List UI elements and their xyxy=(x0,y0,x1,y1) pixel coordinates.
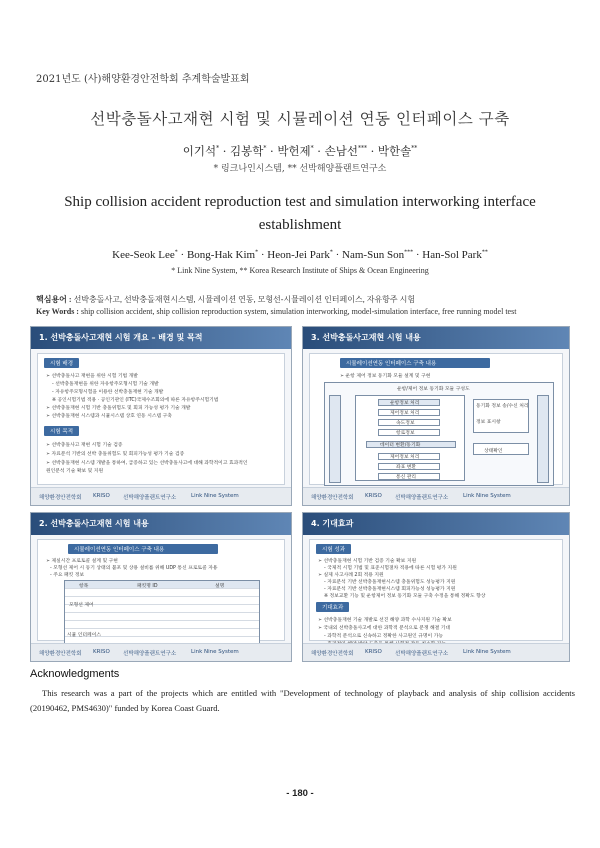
logo-text: 해양환경안전학회 xyxy=(39,495,82,501)
text-line: - 자료분석 기반 선박충돌재현시스템 회피가능성 성능평가 지원 xyxy=(324,587,456,592)
panel-footer xyxy=(303,487,569,505)
panel-header: 2. 선박충돌사고재현 시험 내용 xyxy=(31,513,291,535)
text-line: ➢ 실제 사고사례 2회 적용 지원 xyxy=(318,573,384,578)
text-line: ➢ 선박충돌재현 시스템 개발을 통하여, 급증하고 있는 선박충돌사고에 대해 과학적이고 효과적인 xyxy=(46,461,248,466)
diagram-label: 정보 표시창 xyxy=(476,420,501,425)
text-line: ※ 공인시험기법 적용 · 공인기관인 (ITC)국제수조회의에 따른 자유항주시험기법 xyxy=(52,398,219,403)
page-number: - 180 - xyxy=(286,788,314,799)
logo-text: 선박해양플랜트연구소 xyxy=(123,495,177,501)
text-line: ➢ 자료분석 기반의 선박 충돌위험도 및 회피가능성 평가 기술 검증 xyxy=(46,452,185,457)
text-line: ➢ 제실시간 프로토콜 설계 및 구현 xyxy=(46,559,118,564)
table-row xyxy=(65,605,259,613)
logo-text: KRISO xyxy=(93,493,110,499)
logo-text: 해양환경안전학회 xyxy=(39,651,82,657)
keywords-korean: 핵심용어 : 선박충돌사고, 선박충돌재현시스템, 시뮬레이션 연동, 모형선-시뮬레이션 인터페이스, 자유항주 시험 xyxy=(36,295,416,304)
table-row xyxy=(65,589,259,597)
poster-panel-background xyxy=(302,512,570,662)
title-english: Ship collision accident reproduction test and simulation interworking interface establishment xyxy=(64,194,536,233)
text-line: ➢ 국내외 선박충돌사고에 대한 과학적 분석으로 분쟁 해결 기대 xyxy=(318,626,451,631)
affiliation-korean: * 링크나인시스템, ** 선박해양플랜트연구소 xyxy=(213,164,387,174)
logo-text: Link Nine System xyxy=(191,493,239,499)
diagram-label: 운항정보 처리 xyxy=(390,401,420,406)
text-line: - 국제적 시험 기법 및 표준시험절차 적용에 따른 시험 평가 지원 xyxy=(324,566,457,571)
diagram-side-group xyxy=(473,443,529,455)
section-tag: 시험 성과 xyxy=(316,544,351,554)
logo-text: 선박해양플랜트연구소 xyxy=(123,651,177,657)
section-tag: 시험 배경 xyxy=(44,358,79,368)
diagram-label: 좌표 변환 xyxy=(396,465,417,470)
text-line: ※ 정보교환 기능 및 운항제어 정보 동기화 모듈 구축 수정을 통해 정확도 향상 xyxy=(324,594,486,599)
panel-footer xyxy=(31,487,291,505)
panel-header: 3. 선박충돌사고재현 시험 내용 xyxy=(303,327,569,349)
diagram-label: 통신 관리 xyxy=(396,475,417,480)
conference-header: 2021년도 (사)해양환경안전학회 추계학술발표회 xyxy=(36,74,250,85)
diagram-label: 상태확인 xyxy=(484,449,503,454)
text-line: - 자유항주모형시험을 이용한 선박충돌재현 기술 개발 xyxy=(52,390,164,395)
panel-body xyxy=(309,353,563,485)
title-korean: 선박충돌사고재현 시험 및 시뮬레이션 연동 인터페이스 구축 xyxy=(90,110,510,128)
logo-text: Link Nine System xyxy=(463,649,511,655)
diagram-center-group xyxy=(355,395,465,481)
diagram-right-column xyxy=(537,395,549,483)
text-line: - 모형선 제어 시 동기 상태의 불포 및 상용 설비를 위해 UDP 통신 프로토콜 자용 xyxy=(50,566,218,571)
panel-body xyxy=(37,539,285,641)
diagram-left-column xyxy=(329,395,341,483)
logo-text: KRISO xyxy=(365,649,382,655)
diagram-title: 운항/제어 정보 동기화 모듈 구성도 xyxy=(397,387,470,392)
diagram-label: 제어정보 처리 xyxy=(390,455,420,460)
diagram-side-group xyxy=(473,399,529,433)
section-tag: 시뮬레이션연동 인터페이스 구축 내용 xyxy=(340,358,490,368)
acknowledgments-heading: Acknowledgments xyxy=(30,668,120,680)
diagram-frame xyxy=(324,382,554,486)
table-header-cell: 패킷명 ID xyxy=(137,584,158,589)
panel-footer xyxy=(31,643,291,661)
diagram-label: 데이터 변환/동기화 xyxy=(380,443,421,448)
keywords-english: Key Words : ship collision accident, ship collision reproduction system, simulation interworking, model-simulation interface, free running model test xyxy=(36,307,517,316)
table-row xyxy=(65,613,259,621)
text-line: - 과학적 분석으로 신속하고 정확한 사고원인 규명이 가능 xyxy=(324,634,443,639)
panel-body xyxy=(309,539,563,641)
logo-text: 선박해양플랜트연구소 xyxy=(395,651,449,657)
panel-header: 1. 선박충돌사고재현 시험 개요 – 배경 및 목적 xyxy=(31,327,291,349)
table-header-row xyxy=(65,581,259,589)
acknowledgments-text: This research was a part of the projects which are entitled with "Development of technology of playback and analysis of ship collision accidents (20190462, PMS4630)" funded by Korea Coast Guard. xyxy=(30,688,575,713)
poster-panel-background xyxy=(302,326,570,506)
text-line: ➢ 선박충돌사고 재현을 위한 시험 기법 개발 xyxy=(46,374,138,379)
poster-panel-background xyxy=(30,326,292,506)
text-line: ➢ 선박충돌재현 기술 개발로 선진 해양 과학 수사지원 기술 확보 xyxy=(318,618,452,623)
logo-text: KRISO xyxy=(365,493,382,499)
panel-footer xyxy=(303,643,569,661)
packet-table xyxy=(64,580,260,644)
diagram-label: 제어정보 처리 xyxy=(390,411,420,416)
logo-text: 해양환경안전학회 xyxy=(311,495,354,501)
text-line: - 선박충돌재현을 위한 자유항주모형시험 기술 개발 xyxy=(52,382,159,387)
affiliation-english: * Link Nine System, ** Korea Research Institute of Ships & Ocean Engineering xyxy=(171,266,429,275)
diagram-label: 항로정보 xyxy=(396,431,415,436)
table-row xyxy=(65,621,259,629)
text-line: ➢ 선박충돌재현 시스템과 시뮬시스템 상호 연동 시스템 구축 xyxy=(46,414,172,419)
text-line: - 자료분석 기반 선박충돌재현시스템 충돌위험도 성능평가 지원 xyxy=(324,580,456,585)
section-tag: 시험 목적 xyxy=(44,426,79,436)
text-line: ➢ 운항 제어 정보 동기화 모듈 설계 및 구현 xyxy=(340,374,431,379)
diagram-label: 동기화 정보 송/수신 처리 xyxy=(476,404,529,409)
section-tag: 시뮬레이션연동 인터페이스 구축 내용 xyxy=(68,544,218,554)
logo-text: Link Nine System xyxy=(463,493,511,499)
section-tag: 기대효과 xyxy=(316,602,349,612)
table-header-cell: 항목 xyxy=(79,584,89,589)
poster-panel-background xyxy=(30,512,292,662)
panel-header: 4. 기대효과 xyxy=(303,513,569,535)
text-line: ➢ 선박충돌사고 재현 시험 기술 검증 xyxy=(46,443,123,448)
text-line: 원인분석 기술 확보 및 지원 xyxy=(46,469,104,474)
logo-text: 해양환경안전학회 xyxy=(311,651,354,657)
text-line: ➢ 선박충돌재현 시험 기반 검증 기술 확보 지원 xyxy=(318,559,417,564)
logo-text: 선박해양플랜트연구소 xyxy=(395,495,449,501)
authors-korean: 이기석* · 김봉학* · 박헌제* · 손남선*** · 박한솔** xyxy=(182,144,418,158)
text-line: ➢ 선박충돌재현 시험 기반 충돌위험도 및 회피 가능성 평가 기술 개발 xyxy=(46,406,191,411)
table-header-cell: 설명 xyxy=(215,584,225,589)
table-group-label: 시뮬 인터페이스 xyxy=(67,633,101,638)
panel-body xyxy=(37,353,285,485)
text-line: - 주요 패킷 정보 xyxy=(50,573,85,578)
logo-text: KRISO xyxy=(93,649,110,655)
table-row xyxy=(65,597,259,605)
diagram-label: 속도정보 xyxy=(396,421,415,426)
logo-text: Link Nine System xyxy=(191,649,239,655)
authors-english: Kee-Seok Lee* · Bong-Hak Kim* · Heon-Jei Park* · Nam-Sun Son*** · Han-Sol Park** xyxy=(112,249,488,261)
table-group-label: 모형선 제어 xyxy=(69,603,94,608)
